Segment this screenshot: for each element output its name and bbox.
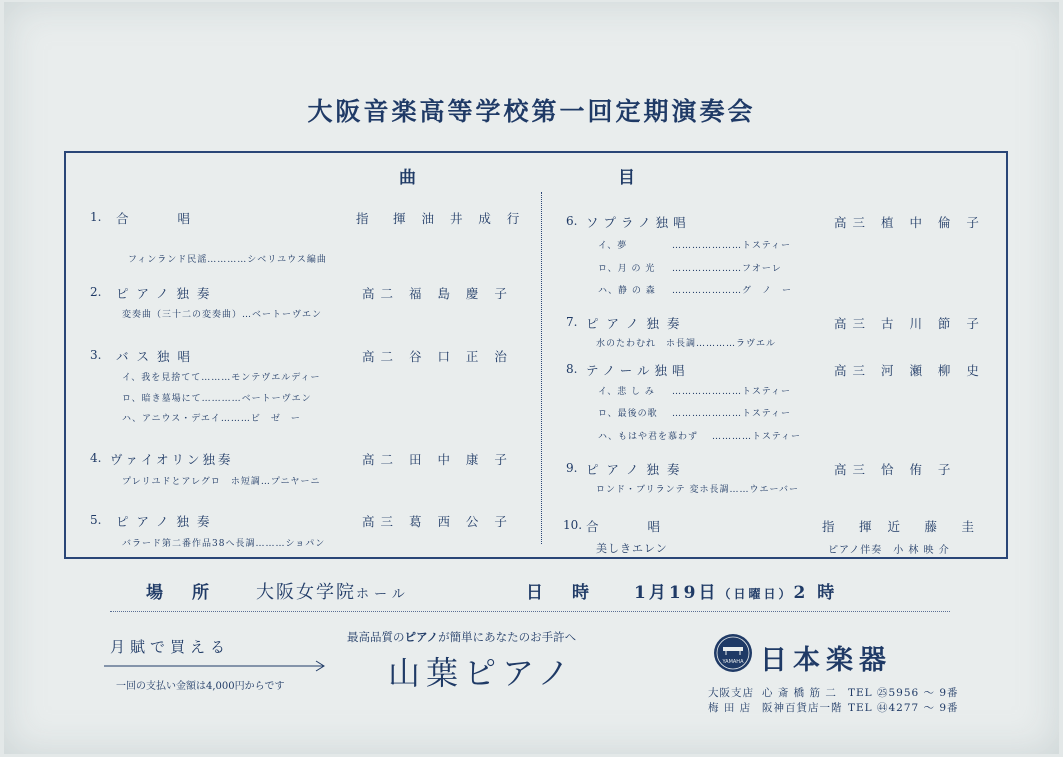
tagline-post: が簡単にあなたのお手許へ <box>438 630 577 644</box>
installment-text: 月賦で買える <box>110 638 231 656</box>
item-title: バス独唱 <box>116 349 199 364</box>
item-number: 4. <box>90 451 102 465</box>
piano-brand: 山葉ピアノ <box>388 654 576 692</box>
date: 1月19日 <box>634 583 719 603</box>
item-title: 合 唱 <box>116 211 199 226</box>
item-number: 1. <box>90 210 102 224</box>
item-performer: 指 揮 油 井 成 行 <box>356 211 526 226</box>
item-piece: ハ、アニウス・デエイ………ビ ゼ ー <box>122 414 301 424</box>
item-title: テノール独唱 <box>586 363 690 378</box>
weekday: （日曜日） <box>718 587 794 601</box>
item-composer: …………トスティー <box>712 432 802 442</box>
branch-name: 梅 田 店 <box>708 702 752 714</box>
item-title: ソプラノ独唱 <box>586 215 691 230</box>
branch-tel: TEL ㊹4277 ～ 9番 <box>848 702 959 714</box>
logo-text: YAMAHA <box>722 659 744 665</box>
item-title: ピアノ独奏 <box>586 462 688 477</box>
item-title: 合 唱 <box>586 519 669 534</box>
installment-note: 一回の支払い金額は4,000円からです <box>116 681 285 692</box>
item-number: 9. <box>566 461 578 475</box>
item-accompanist: ピアノ伴奏 小 林 映 介 <box>828 545 950 556</box>
item-number: 10. <box>563 518 583 532</box>
item-performer: 高三 恰 侑 子 <box>834 462 957 477</box>
item-piece: ハ、静 の 森 <box>598 286 656 296</box>
item-composer: …………………トスティー <box>672 241 792 251</box>
venue-hall: ホール <box>356 587 410 602</box>
venue-school: 大阪女学院 <box>256 582 356 603</box>
item-piece: 変奏曲（三十二の変奏曲）…ベートーヴエン <box>122 310 323 320</box>
item-piece: フィンランド民謡…………シベリユウス編曲 <box>128 255 327 265</box>
venue-name <box>256 578 410 604</box>
item-piece: ロ、月 の 光 <box>598 264 656 274</box>
item-title: ピアノ独奏 <box>116 286 218 301</box>
program-heading-right: 目 <box>618 168 635 188</box>
item-piece: ロ、暗き墓場にて…………ベートーヴエン <box>122 394 312 404</box>
item-performer: 高二 福 島 慶 子 <box>362 286 513 301</box>
program-heading-left: 曲 <box>399 168 416 188</box>
item-composer: …………………トスティー <box>672 387 792 397</box>
item-piece: 水のたわむれ ホ長調…………ラヴエル <box>596 339 777 349</box>
branch-name: 大阪支店 <box>708 687 754 699</box>
item-performer: 高三 河 瀬 柳 史 <box>834 363 985 378</box>
item-performer: 指 揮 近 藤 圭 <box>822 519 980 534</box>
column-divider <box>541 192 542 544</box>
item-composer: …………………トスティー <box>672 409 792 419</box>
item-title: ピアノ独奏 <box>586 316 688 331</box>
item-performer: 高二 田 中 康 子 <box>362 452 513 467</box>
tagline-bold: ピアノ <box>404 630 439 644</box>
company-name: 日本楽器 <box>760 645 892 676</box>
item-number: 5. <box>90 513 102 527</box>
piano-tagline <box>347 629 576 645</box>
time: 2 時 <box>793 583 838 603</box>
item-performer: 高三 古 川 節 子 <box>834 316 985 331</box>
separator-line <box>110 611 950 612</box>
branch-address: 阪神百貨店一階 <box>762 702 843 714</box>
item-number: 8. <box>566 362 578 376</box>
item-piece: イ、悲 し み <box>598 387 655 397</box>
tagline-pre: 最高品質の <box>347 630 405 644</box>
item-number: 2. <box>90 285 102 299</box>
item-number: 7. <box>566 315 578 329</box>
item-title: ヴァイオリン独奏 <box>110 452 234 467</box>
item-piece: ロンド・ブリランテ 変ホ長調……ウエーバー <box>596 485 800 495</box>
item-piece: 美しきエレン <box>596 542 668 555</box>
item-number: 3. <box>90 348 102 362</box>
item-performer: 高三 葛 西 公 子 <box>362 514 513 529</box>
item-piece: ハ、もはや君を慕わず <box>598 432 699 442</box>
datetime-value <box>634 578 837 603</box>
item-performer: 高三 植 中 倫 子 <box>834 215 985 230</box>
item-number: 6. <box>566 214 578 228</box>
item-piece: イ、我を見捨てて………モンテヴエルディー <box>122 373 321 383</box>
venue-label: 場 所 <box>146 583 215 603</box>
item-title: ピアノ独奏 <box>116 514 218 529</box>
item-composer: …………………フオーレ <box>672 264 782 274</box>
item-piece: ロ、最後の歌 <box>598 409 658 419</box>
yamaha-logo-icon <box>713 633 753 673</box>
branch-tel: TEL ㉕5956 ～ 9番 <box>848 687 959 699</box>
item-performer: 高二 谷 口 正 治 <box>362 349 513 364</box>
concert-title: 大阪音楽高等学校第一回定期演奏会 <box>307 97 756 126</box>
item-composer: …………………グ ノ ー <box>672 286 793 296</box>
datetime-label: 日 時 <box>526 583 595 603</box>
item-piece: プレリユドとアレグロ ホ短調…プニヤーニ <box>122 477 321 487</box>
branch-address: 心 斎 橋 筋 二 <box>762 687 837 699</box>
arrow-right-icon <box>104 660 329 672</box>
item-piece: バラード第二番作品38へ長調………ショパン <box>122 539 326 549</box>
item-piece: イ、夢 <box>598 241 628 251</box>
